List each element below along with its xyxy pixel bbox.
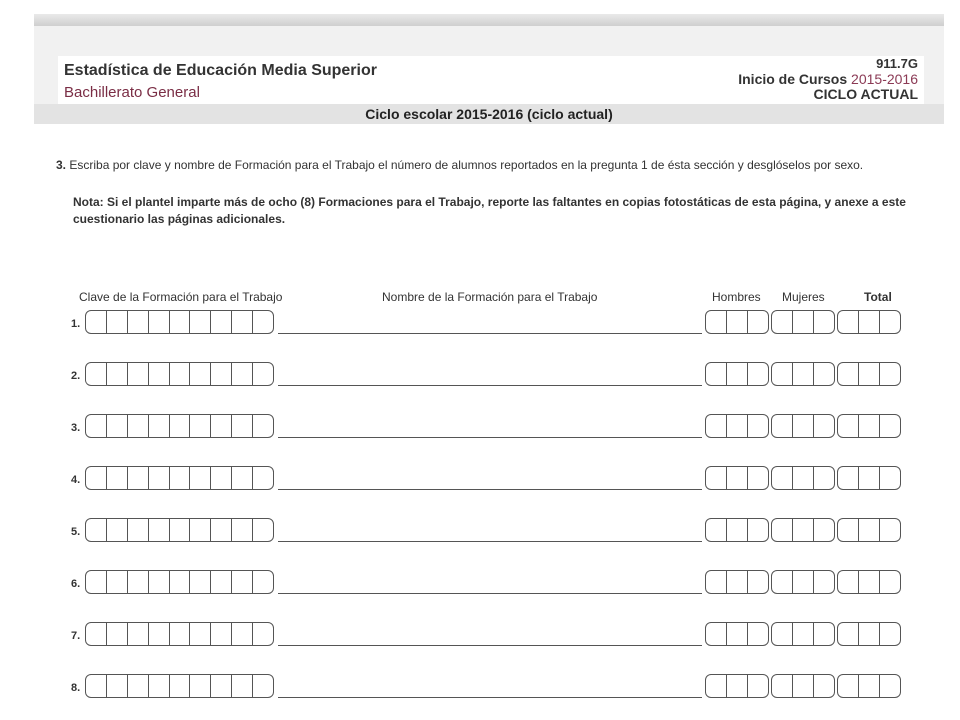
code-digit-cell[interactable] [253, 467, 273, 489]
digit-cell[interactable] [727, 623, 748, 645]
digit-cell[interactable] [838, 571, 859, 593]
code-digit-cell[interactable] [190, 467, 211, 489]
name-input-line[interactable] [278, 541, 702, 542]
code-digit-cell[interactable] [232, 623, 253, 645]
code-digit-cell[interactable] [253, 675, 273, 697]
row-number: 5. [71, 526, 81, 538]
code-digit-cell[interactable] [190, 519, 211, 541]
women-input[interactable] [771, 622, 835, 646]
code-digit-cell[interactable] [170, 415, 191, 437]
total-input[interactable] [837, 362, 901, 386]
digit-cell[interactable] [859, 363, 880, 385]
code-digit-cell[interactable] [86, 519, 107, 541]
digit-cell[interactable] [748, 467, 768, 489]
code-digit-cell[interactable] [232, 363, 253, 385]
code-digit-cell[interactable] [211, 675, 232, 697]
digit-cell[interactable] [706, 571, 727, 593]
question-text [56, 158, 936, 172]
digit-cell[interactable] [727, 675, 748, 697]
form-row [0, 674, 960, 702]
code-digit-cell[interactable] [232, 675, 253, 697]
total-input[interactable] [837, 570, 901, 594]
women-input[interactable] [771, 570, 835, 594]
digit-cell[interactable] [748, 415, 768, 437]
code-digit-cell[interactable] [128, 519, 149, 541]
women-input[interactable] [771, 310, 835, 334]
name-input-line[interactable] [278, 593, 702, 594]
digit-cell[interactable] [706, 675, 727, 697]
code-input[interactable] [85, 310, 274, 334]
code-digit-cell[interactable] [211, 623, 232, 645]
column-header-men: Hombres [712, 290, 761, 304]
digit-cell[interactable] [880, 415, 900, 437]
survey-title: Estadística de Educación Media Superior [64, 62, 377, 79]
code-digit-cell[interactable] [128, 623, 149, 645]
code-digit-cell[interactable] [149, 311, 170, 333]
digit-cell[interactable] [748, 363, 768, 385]
digit-cell[interactable] [748, 311, 768, 333]
code-digit-cell[interactable] [86, 467, 107, 489]
code-digit-cell[interactable] [128, 675, 149, 697]
code-digit-cell[interactable] [211, 467, 232, 489]
men-input[interactable] [705, 362, 769, 386]
digit-cell[interactable] [880, 311, 900, 333]
row-number: 8. [71, 682, 81, 694]
digit-cell[interactable] [748, 675, 768, 697]
question-note: Nota: Si el plantel imparte más de ocho (8) Formaciones para el Trabajo, reporte las faltantes en copias fotostáticas de esta página, y anexe a este cuestionario las páginas adicionales. [73, 195, 906, 226]
digit-cell[interactable] [859, 519, 880, 541]
digit-cell[interactable] [814, 311, 834, 333]
women-input[interactable] [771, 466, 835, 490]
row-number: 4. [71, 474, 81, 486]
code-digit-cell[interactable] [170, 519, 191, 541]
digit-cell[interactable] [880, 571, 900, 593]
digit-cell[interactable] [838, 519, 859, 541]
women-input[interactable] [771, 362, 835, 386]
code-digit-cell[interactable] [170, 623, 191, 645]
code-digit-cell[interactable] [86, 623, 107, 645]
digit-cell[interactable] [859, 571, 880, 593]
digit-cell[interactable] [772, 519, 793, 541]
code-digit-cell[interactable] [149, 571, 170, 593]
code-digit-cell[interactable] [253, 363, 273, 385]
code-digit-cell[interactable] [232, 311, 253, 333]
code-digit-cell[interactable] [149, 623, 170, 645]
total-input[interactable] [837, 310, 901, 334]
code-input[interactable] [85, 622, 274, 646]
code-digit-cell[interactable] [86, 363, 107, 385]
code-digit-cell[interactable] [128, 311, 149, 333]
digit-cell[interactable] [838, 623, 859, 645]
code-digit-cell[interactable] [128, 415, 149, 437]
name-input-line[interactable] [278, 697, 702, 698]
digit-cell[interactable] [748, 571, 768, 593]
digit-cell[interactable] [772, 311, 793, 333]
digit-cell[interactable] [838, 311, 859, 333]
code-digit-cell[interactable] [211, 519, 232, 541]
code-digit-cell[interactable] [149, 467, 170, 489]
women-input[interactable] [771, 518, 835, 542]
code-input[interactable] [85, 570, 274, 594]
form-row [0, 310, 960, 338]
total-input[interactable] [837, 674, 901, 698]
code-digit-cell[interactable] [86, 415, 107, 437]
digit-cell[interactable] [880, 623, 900, 645]
code-input[interactable] [85, 414, 274, 438]
code-digit-cell[interactable] [253, 623, 273, 645]
code-digit-cell[interactable] [190, 571, 211, 593]
digit-cell[interactable] [727, 311, 748, 333]
digit-cell[interactable] [859, 467, 880, 489]
code-digit-cell[interactable] [86, 571, 107, 593]
digit-cell[interactable] [814, 623, 834, 645]
code-digit-cell[interactable] [190, 623, 211, 645]
digit-cell[interactable] [793, 519, 814, 541]
digit-cell[interactable] [859, 623, 880, 645]
digit-cell[interactable] [772, 571, 793, 593]
men-input[interactable] [705, 466, 769, 490]
code-digit-cell[interactable] [211, 311, 232, 333]
total-input[interactable] [837, 414, 901, 438]
cycle-label: Inicio de Cursos [738, 71, 848, 87]
total-input[interactable] [837, 518, 901, 542]
code-digit-cell[interactable] [190, 415, 211, 437]
code-digit-cell[interactable] [107, 467, 128, 489]
women-input[interactable] [771, 414, 835, 438]
code-digit-cell[interactable] [232, 571, 253, 593]
code-digit-cell[interactable] [128, 571, 149, 593]
digit-cell[interactable] [772, 675, 793, 697]
digit-cell[interactable] [727, 467, 748, 489]
men-input[interactable] [705, 674, 769, 698]
code-digit-cell[interactable] [211, 363, 232, 385]
code-digit-cell[interactable] [128, 363, 149, 385]
digit-cell[interactable] [793, 675, 814, 697]
digit-cell[interactable] [706, 363, 727, 385]
total-input[interactable] [837, 466, 901, 490]
code-digit-cell[interactable] [149, 415, 170, 437]
digit-cell[interactable] [772, 467, 793, 489]
digit-cell[interactable] [748, 623, 768, 645]
total-input[interactable] [837, 622, 901, 646]
form-row [0, 518, 960, 546]
code-digit-cell[interactable] [170, 311, 191, 333]
digit-cell[interactable] [880, 467, 900, 489]
digit-cell[interactable] [880, 675, 900, 697]
code-digit-cell[interactable] [190, 311, 211, 333]
survey-subtitle: Bachillerato General [64, 84, 200, 101]
men-input[interactable] [705, 310, 769, 334]
name-input-line[interactable] [278, 645, 702, 646]
digit-cell[interactable] [859, 415, 880, 437]
digit-cell[interactable] [859, 675, 880, 697]
code-digit-cell[interactable] [232, 467, 253, 489]
men-input[interactable] [705, 570, 769, 594]
digit-cell[interactable] [706, 467, 727, 489]
form-row [0, 414, 960, 442]
form-row [0, 570, 960, 598]
digit-cell[interactable] [814, 415, 834, 437]
digit-cell[interactable] [793, 415, 814, 437]
code-input[interactable] [85, 674, 274, 698]
form-code: 911.7G [876, 56, 918, 71]
form-row [0, 466, 960, 494]
men-input[interactable] [705, 414, 769, 438]
code-digit-cell[interactable] [107, 311, 128, 333]
digit-cell[interactable] [706, 623, 727, 645]
digit-cell[interactable] [727, 363, 748, 385]
form-row [0, 362, 960, 390]
row-number: 3. [71, 422, 81, 434]
cycle-years: 2015-2016 [851, 71, 918, 87]
digit-cell[interactable] [706, 415, 727, 437]
digit-cell[interactable] [772, 415, 793, 437]
name-input-line[interactable] [278, 437, 702, 438]
men-input[interactable] [705, 518, 769, 542]
digit-cell[interactable] [772, 623, 793, 645]
digit-cell[interactable] [880, 519, 900, 541]
question-body: Escriba por clave y nombre de Formación para el Trabajo el número de alumnos reportados en la pregunta 1 de ésta sección y desglóselos por sexo. [69, 158, 864, 172]
digit-cell[interactable] [880, 363, 900, 385]
code-digit-cell[interactable] [86, 675, 107, 697]
code-digit-cell[interactable] [190, 675, 211, 697]
digit-cell[interactable] [838, 363, 859, 385]
digit-cell[interactable] [727, 415, 748, 437]
digit-cell[interactable] [814, 519, 834, 541]
digit-cell[interactable] [793, 623, 814, 645]
digit-cell[interactable] [727, 571, 748, 593]
code-digit-cell[interactable] [107, 363, 128, 385]
code-input[interactable] [85, 466, 274, 490]
code-digit-cell[interactable] [149, 363, 170, 385]
digit-cell[interactable] [706, 311, 727, 333]
code-digit-cell[interactable] [211, 571, 232, 593]
men-input[interactable] [705, 622, 769, 646]
code-digit-cell[interactable] [170, 363, 191, 385]
row-number: 1. [71, 318, 81, 330]
row-number: 6. [71, 578, 81, 590]
digit-cell[interactable] [793, 571, 814, 593]
digit-cell[interactable] [706, 519, 727, 541]
cycle-line [738, 71, 918, 87]
column-header-women: Mujeres [782, 290, 825, 304]
digit-cell[interactable] [838, 415, 859, 437]
code-digit-cell[interactable] [107, 623, 128, 645]
cycle-current: CICLO ACTUAL [813, 86, 918, 102]
code-digit-cell[interactable] [253, 415, 273, 437]
code-input[interactable] [85, 518, 274, 542]
code-input[interactable] [85, 362, 274, 386]
column-header-name: Nombre de la Formación para el Trabajo [382, 290, 598, 304]
code-digit-cell[interactable] [107, 519, 128, 541]
digit-cell[interactable] [859, 311, 880, 333]
question-number: 3. [56, 158, 67, 172]
form-row [0, 622, 960, 650]
digit-cell[interactable] [727, 519, 748, 541]
code-digit-cell[interactable] [170, 467, 191, 489]
code-digit-cell[interactable] [86, 311, 107, 333]
column-header-total: Total [864, 290, 892, 304]
code-digit-cell[interactable] [190, 363, 211, 385]
row-number: 2. [71, 370, 81, 382]
code-digit-cell[interactable] [253, 519, 273, 541]
code-digit-cell[interactable] [128, 467, 149, 489]
code-digit-cell[interactable] [232, 415, 253, 437]
column-header-code: Clave de la Formación para el Trabajo [79, 290, 283, 304]
women-input[interactable] [771, 674, 835, 698]
code-digit-cell[interactable] [107, 675, 128, 697]
digit-cell[interactable] [838, 467, 859, 489]
code-digit-cell[interactable] [253, 571, 273, 593]
digit-cell[interactable] [814, 467, 834, 489]
digit-cell[interactable] [793, 467, 814, 489]
digit-cell[interactable] [772, 363, 793, 385]
code-digit-cell[interactable] [149, 675, 170, 697]
code-digit-cell[interactable] [149, 519, 170, 541]
row-number: 7. [71, 630, 81, 642]
digit-cell[interactable] [793, 311, 814, 333]
name-input-line[interactable] [278, 385, 702, 386]
code-digit-cell[interactable] [107, 415, 128, 437]
digit-cell[interactable] [793, 363, 814, 385]
code-digit-cell[interactable] [170, 675, 191, 697]
name-input-line[interactable] [278, 489, 702, 490]
code-digit-cell[interactable] [232, 519, 253, 541]
code-digit-cell[interactable] [107, 571, 128, 593]
digit-cell[interactable] [748, 519, 768, 541]
code-digit-cell[interactable] [211, 415, 232, 437]
digit-cell[interactable] [814, 363, 834, 385]
digit-cell[interactable] [838, 675, 859, 697]
code-digit-cell[interactable] [253, 311, 273, 333]
name-input-line[interactable] [278, 333, 702, 334]
code-digit-cell[interactable] [170, 571, 191, 593]
digit-cell[interactable] [814, 675, 834, 697]
digit-cell[interactable] [814, 571, 834, 593]
school-year-title: Ciclo escolar 2015-2016 (ciclo actual) [365, 106, 613, 122]
